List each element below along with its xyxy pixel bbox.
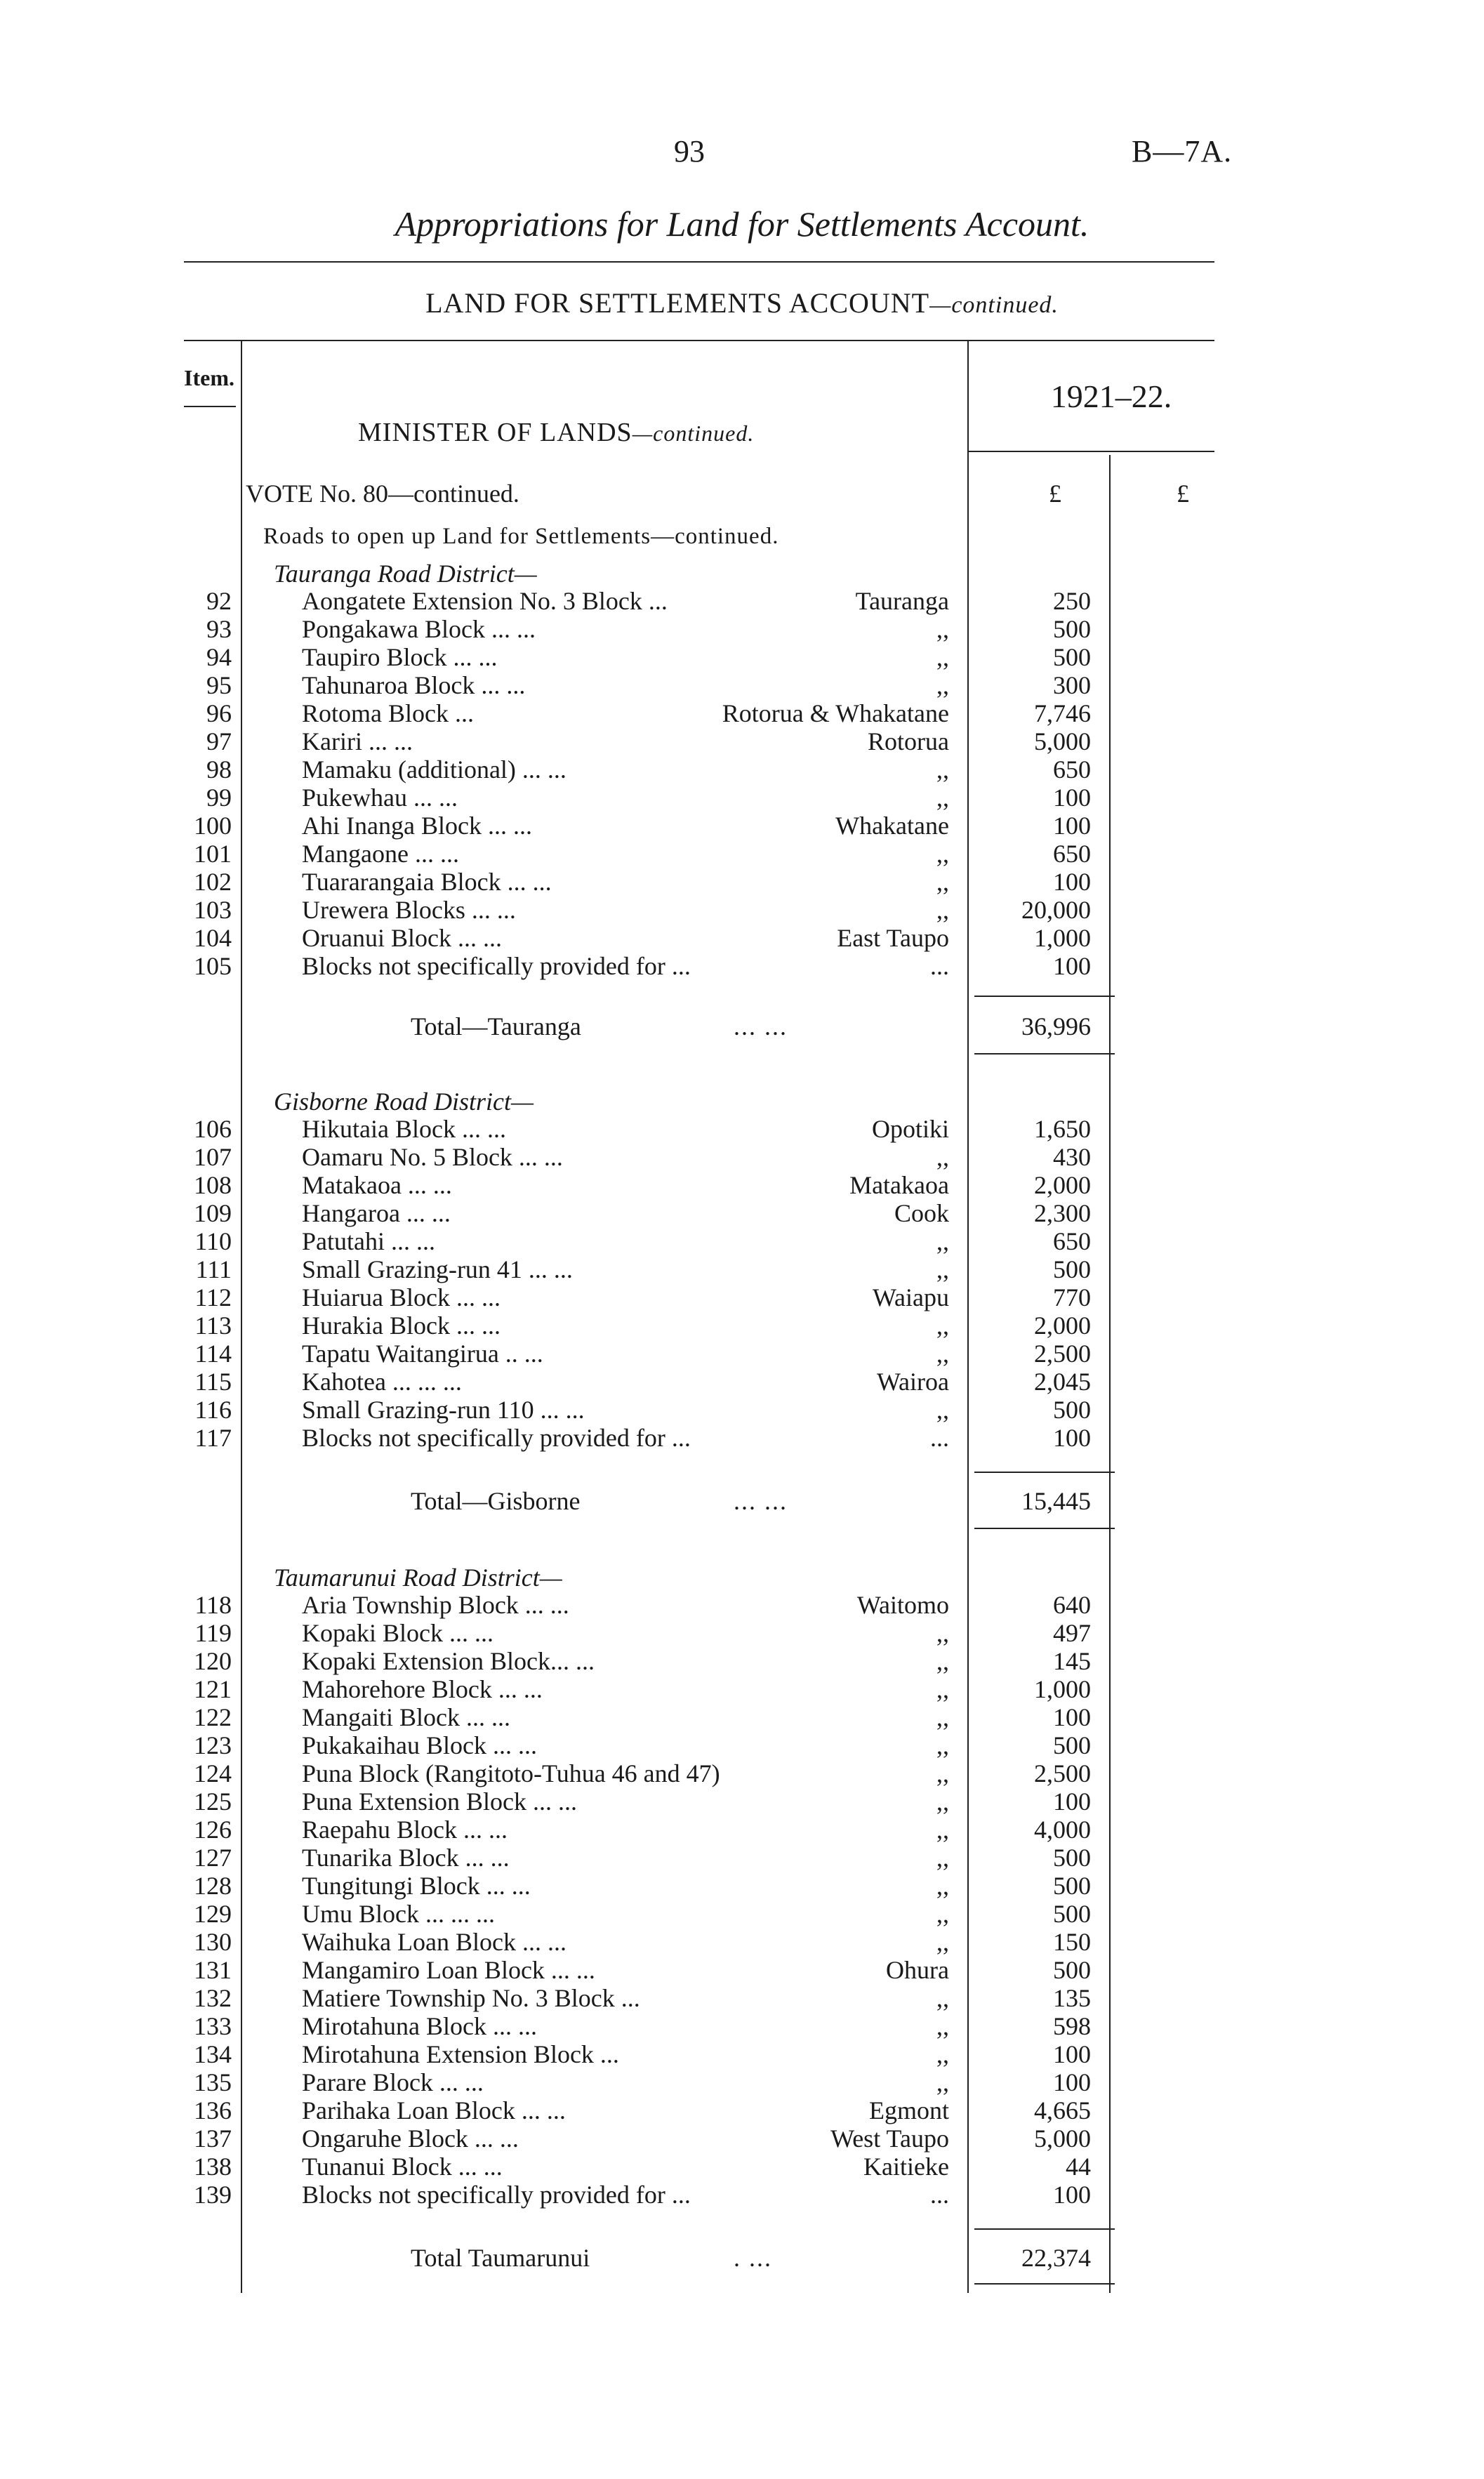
amount-value: 598	[1053, 2012, 1091, 2040]
amount-value: 650	[1053, 1227, 1091, 1255]
block-name: Blocks not specifically provided for ...	[302, 952, 691, 980]
table-row	[0, 896, 1484, 924]
item-number: 113	[194, 1311, 232, 1340]
block-name: Aria Township Block ... ...	[302, 1591, 569, 1619]
amount-value: 2,500	[1034, 1759, 1091, 1787]
amount-value: 100	[1053, 784, 1091, 812]
amount-value: 2,000	[1034, 1171, 1091, 1199]
item-number: 127	[194, 1844, 232, 1872]
district-place: ,,	[936, 1900, 949, 1928]
item-number: 134	[194, 2040, 232, 2068]
district-place: ,,	[936, 1984, 949, 2012]
item-number: 108	[194, 1171, 232, 1199]
table-row	[0, 1900, 1484, 1928]
district-place: ,,	[936, 1759, 949, 1787]
block-name: Mangamiro Loan Block ... ...	[302, 1956, 595, 1984]
block-name: Puna Block (Rangitoto-Tuhua 46 and 47)	[302, 1759, 720, 1787]
item-number: 117	[194, 1424, 232, 1452]
account-subheading	[0, 286, 1484, 319]
district-place: Waiapu	[872, 1283, 949, 1311]
district-place: ,,	[936, 615, 949, 643]
table-row	[0, 784, 1484, 812]
block-name: Mangaiti Block ... ...	[302, 1703, 510, 1731]
district-place: Whakatane	[835, 812, 949, 840]
amount-value: 497	[1053, 1619, 1091, 1647]
table-row	[0, 1703, 1484, 1731]
table-row	[0, 1816, 1484, 1844]
account-subheading-cont: —continued.	[929, 292, 1059, 318]
item-number: 99	[206, 784, 232, 812]
block-name: Small Grazing-run 41 ... ...	[302, 1255, 573, 1283]
total-rule-top	[974, 996, 1115, 997]
table-row	[0, 1731, 1484, 1759]
roads-heading: Roads to open up Land for Settlements—continued.	[263, 524, 779, 549]
item-number: 131	[194, 1956, 232, 1984]
item-number: 139	[194, 2181, 232, 2209]
district-place: ,,	[936, 1340, 949, 1368]
block-name: Hikutaia Block ... ...	[302, 1115, 506, 1143]
amount-value: 100	[1053, 812, 1091, 840]
item-number: 133	[194, 2012, 232, 2040]
district-place: East Taupo	[837, 924, 949, 952]
block-name: Tuararangaia Block ... ...	[302, 868, 552, 896]
table-row	[0, 1424, 1484, 1452]
block-name: Hangaroa ... ...	[302, 1199, 451, 1227]
item-number: 124	[194, 1759, 232, 1787]
item-column-header: Item.	[184, 365, 234, 390]
vote-heading: VOTE No. 80—continued.	[246, 480, 519, 508]
table-row	[0, 587, 1484, 615]
district-place: Ohura	[886, 1956, 949, 1984]
table-row	[0, 1787, 1484, 1816]
table-row	[0, 1928, 1484, 1956]
total-row	[0, 2242, 1484, 2273]
district-place: ,,	[936, 840, 949, 868]
currency-header-1: £	[1049, 480, 1061, 508]
district-place: ,,	[936, 1844, 949, 1872]
block-name: Tungitungi Block ... ...	[302, 1872, 531, 1900]
item-number: 105	[194, 952, 232, 980]
block-name: Tunarika Block ... ...	[302, 1844, 510, 1872]
block-name: Huiarua Block ... ...	[302, 1283, 501, 1311]
district-place: ,,	[936, 1872, 949, 1900]
table-row	[0, 1368, 1484, 1396]
total-rule-bottom	[974, 1053, 1115, 1055]
amount-value: 640	[1053, 1591, 1091, 1619]
table-row	[0, 924, 1484, 952]
block-name: Mangaone ... ...	[302, 840, 459, 868]
block-name: Tapatu Waitangirua .. ...	[302, 1340, 543, 1368]
amount-value: 500	[1053, 1872, 1091, 1900]
district-place: ,,	[936, 868, 949, 896]
amount-value: 7,746	[1034, 699, 1091, 727]
block-name: Pongakawa Block ... ...	[302, 615, 536, 643]
table-row	[0, 1115, 1484, 1143]
block-name: Matakaoa ... ...	[302, 1171, 452, 1199]
district-place: ...	[930, 2181, 949, 2209]
total-rule-bottom	[974, 2283, 1115, 2285]
table-row	[0, 2181, 1484, 2209]
item-number: 129	[194, 1900, 232, 1928]
district-place: ,,	[936, 1731, 949, 1759]
table-row	[0, 643, 1484, 671]
item-number: 130	[194, 1928, 232, 1956]
block-name: Small Grazing-run 110 ... ...	[302, 1396, 585, 1424]
district-place: ,,	[936, 1396, 949, 1424]
block-name: Raepahu Block ... ...	[302, 1816, 508, 1844]
total-amount: 22,374	[1021, 2244, 1091, 2272]
item-number: 132	[194, 1984, 232, 2012]
item-number: 102	[194, 868, 232, 896]
amount-value: 100	[1053, 952, 1091, 980]
district-place: ,,	[936, 1928, 949, 1956]
district-place: ,,	[936, 784, 949, 812]
table-row	[0, 1340, 1484, 1368]
block-name: Umu Block ... ... ...	[302, 1900, 495, 1928]
table-row	[0, 1143, 1484, 1171]
total-rule-bottom	[974, 1528, 1115, 1529]
item-number: 97	[206, 727, 232, 755]
block-name: Ahi Inanga Block ... ...	[302, 812, 532, 840]
amount-value: 150	[1053, 1928, 1091, 1956]
block-name: Hurakia Block ... ...	[302, 1311, 501, 1340]
total-leader-dots: . ...	[734, 2244, 772, 2272]
district-place: Tauranga	[855, 587, 949, 615]
amount-value: 100	[1053, 1703, 1091, 1731]
table-row	[0, 1844, 1484, 1872]
district-place: ,,	[936, 755, 949, 784]
item-number: 107	[194, 1143, 232, 1171]
amount-value: 1,000	[1034, 924, 1091, 952]
block-name: Parare Block ... ...	[302, 2068, 484, 2096]
district-place: Rotorua	[868, 727, 949, 755]
item-number: 138	[194, 2153, 232, 2181]
amount-value: 500	[1053, 1731, 1091, 1759]
amount-value: 500	[1053, 1900, 1091, 1928]
amount-value: 1,650	[1034, 1115, 1091, 1143]
block-name: Matiere Township No. 3 Block ...	[302, 1984, 640, 2012]
table-row	[0, 699, 1484, 727]
district-place: Waitomo	[856, 1591, 949, 1619]
total-row	[0, 1011, 1484, 1042]
block-name: Pukakaihau Block ... ...	[302, 1731, 537, 1759]
block-name: Parihaka Loan Block ... ...	[302, 2096, 566, 2124]
amount-value: 100	[1053, 2181, 1091, 2209]
table-top-rule	[184, 340, 1214, 341]
item-number: 111	[195, 1255, 232, 1283]
item-number: 109	[194, 1199, 232, 1227]
district-place: ,,	[936, 1619, 949, 1647]
amount-value: 500	[1053, 615, 1091, 643]
table-row	[0, 2012, 1484, 2040]
block-name: Patutahi ... ...	[302, 1227, 435, 1255]
block-name: Puna Extension Block ... ...	[302, 1787, 577, 1816]
block-name: Waihuka Loan Block ... ...	[302, 1928, 567, 1956]
table-row	[0, 755, 1484, 784]
amount-value: 20,000	[1021, 896, 1091, 924]
district-heading: Tauranga Road District—	[274, 560, 537, 588]
item-number: 103	[194, 896, 232, 924]
amount-value: 4,000	[1034, 1816, 1091, 1844]
amount-value: 44	[1066, 2153, 1091, 2181]
district-place: ,,	[936, 1816, 949, 1844]
table-row	[0, 812, 1484, 840]
table-row	[0, 1647, 1484, 1675]
item-number: 110	[194, 1227, 232, 1255]
amount-value: 2,045	[1034, 1368, 1091, 1396]
amount-value: 100	[1053, 1787, 1091, 1816]
amount-value: 2,500	[1034, 1340, 1091, 1368]
table-row	[0, 1675, 1484, 1703]
total-rule-top	[974, 1472, 1115, 1473]
district-place: Opotiki	[871, 1115, 949, 1143]
district-place: Egmont	[869, 2096, 949, 2124]
item-number: 115	[194, 1368, 232, 1396]
item-number: 106	[194, 1115, 232, 1143]
amount-value: 5,000	[1034, 727, 1091, 755]
item-header-underline	[184, 406, 236, 407]
amount-value: 5,000	[1034, 2124, 1091, 2153]
amount-value: 770	[1053, 1283, 1091, 1311]
table-row	[0, 1311, 1484, 1340]
block-name: Kahotea ... ... ...	[302, 1368, 462, 1396]
district-place: Wairoa	[876, 1368, 949, 1396]
minister-heading	[358, 417, 754, 448]
year-column-header: 1921–22.	[1050, 378, 1172, 414]
title-rule	[184, 261, 1214, 263]
item-number: 114	[194, 1340, 232, 1368]
block-name: Tahunaroa Block ... ...	[302, 671, 526, 699]
table-row	[0, 840, 1484, 868]
amount-value: 135	[1053, 1984, 1091, 2012]
table-row	[0, 1255, 1484, 1283]
item-number: 128	[194, 1872, 232, 1900]
block-name: Blocks not specifically provided for ...	[302, 1424, 691, 1452]
block-name: Mirotahuna Block ... ...	[302, 2012, 537, 2040]
district-place: ,,	[936, 1787, 949, 1816]
district-place: ,,	[936, 1143, 949, 1171]
total-rule-top	[974, 2228, 1115, 2230]
amount-value: 100	[1053, 2068, 1091, 2096]
amount-value: 145	[1053, 1647, 1091, 1675]
block-name: Kopaki Extension Block... ...	[302, 1647, 595, 1675]
amount-value: 100	[1053, 1424, 1091, 1452]
amount-value: 1,000	[1034, 1675, 1091, 1703]
district-place: Cook	[894, 1199, 949, 1227]
table-row	[0, 1396, 1484, 1424]
amount-value: 250	[1053, 587, 1091, 615]
item-number: 94	[206, 643, 232, 671]
block-name: Rotoma Block ...	[302, 699, 474, 727]
block-name: Tunanui Block ... ...	[302, 2153, 503, 2181]
table-row	[0, 952, 1484, 980]
item-number: 126	[194, 1816, 232, 1844]
district-place: ,,	[936, 671, 949, 699]
district-place: ,,	[936, 2068, 949, 2096]
district-place: Matakaoa	[849, 1171, 949, 1199]
block-name: Pukewhau ... ...	[302, 784, 458, 812]
item-number: 96	[206, 699, 232, 727]
table-row	[0, 1591, 1484, 1619]
block-name: Taupiro Block ... ...	[302, 643, 498, 671]
total-leader-dots: ... ...	[734, 1487, 788, 1515]
district-place: ,,	[936, 1647, 949, 1675]
table-row	[0, 727, 1484, 755]
table-row	[0, 1984, 1484, 2012]
amount-value: 4,665	[1034, 2096, 1091, 2124]
document-reference: B—7A.	[1132, 134, 1233, 168]
table-row	[0, 1199, 1484, 1227]
item-number: 100	[194, 812, 232, 840]
item-number: 104	[194, 924, 232, 952]
amount-value: 500	[1053, 643, 1091, 671]
table-row	[0, 1171, 1484, 1199]
district-heading: Gisborne Road District—	[274, 1088, 534, 1116]
amount-value: 300	[1053, 671, 1091, 699]
district-place: Rotorua & Whakatane	[722, 699, 949, 727]
district-heading: Taumarunui Road District—	[274, 1564, 562, 1592]
total-leader-dots: ... ...	[734, 1012, 788, 1040]
district-place: Kaitieke	[863, 2153, 949, 2181]
account-subheading-main: LAND FOR SETTLEMENTS ACCOUNT	[425, 287, 930, 319]
item-number: 136	[194, 2096, 232, 2124]
page-number: 93	[674, 134, 705, 168]
item-number: 123	[194, 1731, 232, 1759]
item-number: 118	[194, 1591, 232, 1619]
district-place: ,,	[936, 1703, 949, 1731]
item-number: 137	[194, 2124, 232, 2153]
amount-value: 650	[1053, 840, 1091, 868]
amount-value: 650	[1053, 755, 1091, 784]
district-place: ,,	[936, 896, 949, 924]
amount-value: 430	[1053, 1143, 1091, 1171]
item-number: 121	[194, 1675, 232, 1703]
district-place: ...	[930, 952, 949, 980]
item-number: 120	[194, 1647, 232, 1675]
amount-value: 500	[1053, 1396, 1091, 1424]
district-place: ,,	[936, 1255, 949, 1283]
item-number: 95	[206, 671, 232, 699]
item-number: 93	[206, 615, 232, 643]
item-number: 112	[194, 1283, 232, 1311]
page-title: Appropriations for Land for Settlements Account.	[395, 204, 1089, 244]
amount-value: 500	[1053, 1255, 1091, 1283]
amount-value: 2,300	[1034, 1199, 1091, 1227]
amount-value: 2,000	[1034, 1311, 1091, 1340]
block-name: Blocks not specifically provided for ...	[302, 2181, 691, 2209]
table-row	[0, 671, 1484, 699]
table-row	[0, 2040, 1484, 2068]
table-row	[0, 868, 1484, 896]
amount-value: 500	[1053, 1844, 1091, 1872]
block-name: Ongaruhe Block ... ...	[302, 2124, 519, 2153]
amount-value: 100	[1053, 868, 1091, 896]
district-place: ,,	[936, 643, 949, 671]
table-row	[0, 1956, 1484, 1984]
table-row	[0, 2068, 1484, 2096]
block-name: Mirotahuna Extension Block ...	[302, 2040, 619, 2068]
total-label: Total Taumarunui	[411, 2244, 590, 2272]
item-number: 101	[194, 840, 232, 868]
table-row	[0, 1872, 1484, 1900]
total-label: Total—Gisborne	[411, 1487, 581, 1515]
amount-value: 500	[1053, 1956, 1091, 1984]
block-name: Mahorehore Block ... ...	[302, 1675, 543, 1703]
item-number: 92	[206, 587, 232, 615]
total-row	[0, 1486, 1484, 1516]
amount-value: 100	[1053, 2040, 1091, 2068]
table-row	[0, 1759, 1484, 1787]
minister-heading-main: MINISTER OF LANDS	[358, 418, 632, 447]
minister-heading-cont: —continued.	[632, 421, 755, 446]
table-row	[0, 2124, 1484, 2153]
year-header-underline	[967, 451, 1214, 452]
item-number: 135	[194, 2068, 232, 2096]
block-name: Kariri ... ...	[302, 727, 413, 755]
item-number: 98	[206, 755, 232, 784]
district-place: ,,	[936, 1311, 949, 1340]
total-label: Total—Tauranga	[411, 1012, 581, 1040]
table-row	[0, 1619, 1484, 1647]
block-name: Oamaru No. 5 Block ... ...	[302, 1143, 563, 1171]
district-place: ,,	[936, 2012, 949, 2040]
district-place: ...	[930, 1424, 949, 1452]
total-amount: 15,445	[1021, 1487, 1091, 1515]
block-name: Urewera Blocks ... ...	[302, 896, 516, 924]
table-row	[0, 1283, 1484, 1311]
district-place: ,,	[936, 1675, 949, 1703]
table-row	[0, 2096, 1484, 2124]
item-number: 116	[194, 1396, 232, 1424]
block-name: Oruanui Block ... ...	[302, 924, 502, 952]
district-place: West Taupo	[830, 2124, 949, 2153]
currency-header-2: £	[1177, 480, 1189, 508]
block-name: Kopaki Block ... ...	[302, 1619, 493, 1647]
item-number: 119	[194, 1619, 232, 1647]
block-name: Mamaku (additional) ... ...	[302, 755, 567, 784]
item-number: 125	[194, 1787, 232, 1816]
district-place: ,,	[936, 2040, 949, 2068]
table-row	[0, 1227, 1484, 1255]
block-name: Aongatete Extension No. 3 Block ...	[302, 587, 668, 615]
district-place: ,,	[936, 1227, 949, 1255]
item-number: 122	[194, 1703, 232, 1731]
table-row	[0, 2153, 1484, 2181]
total-amount: 36,996	[1021, 1012, 1091, 1040]
table-row	[0, 615, 1484, 643]
